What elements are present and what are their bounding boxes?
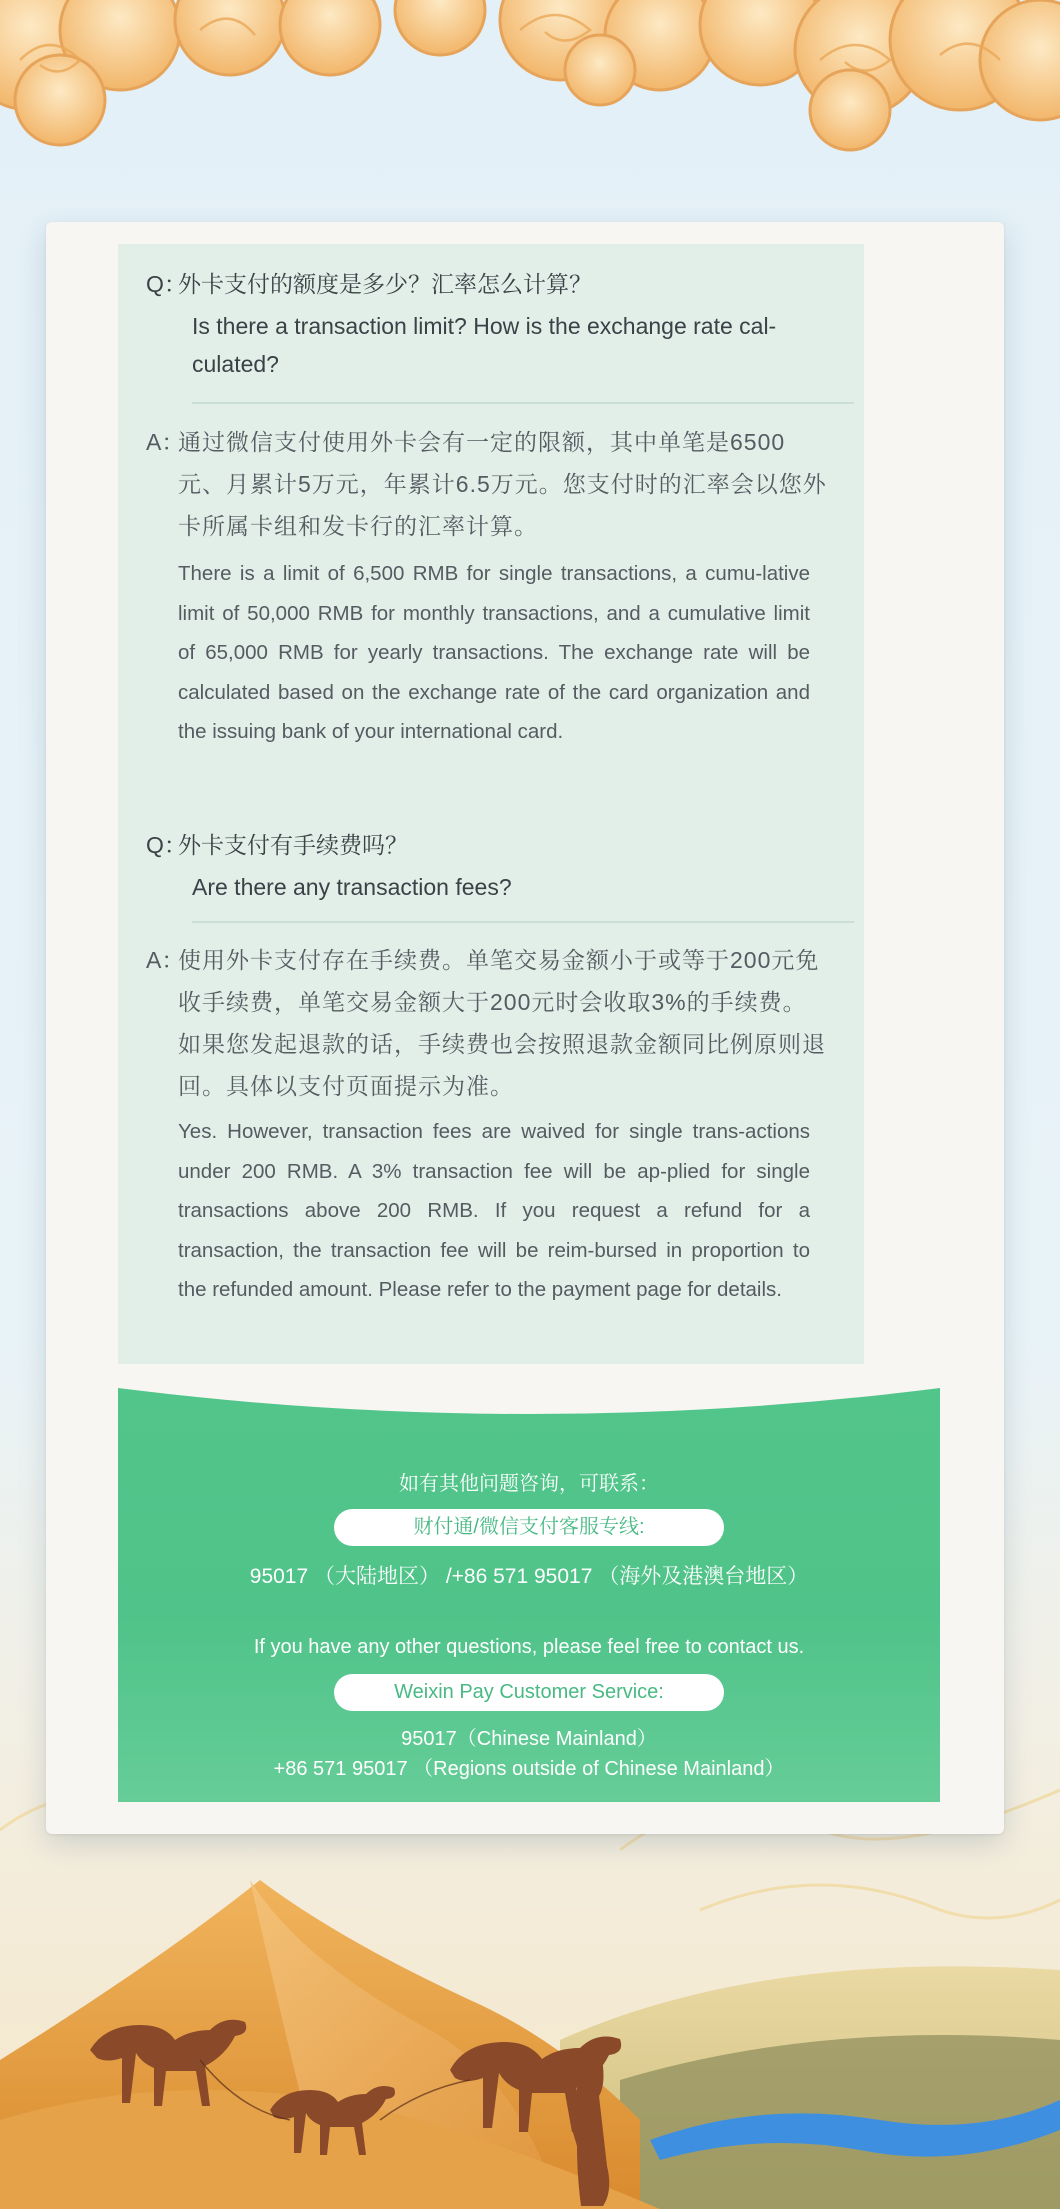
answer-zh: 使用外卡支付存在手续费。单笔交易金额小于或等于200元免收手续费，单笔交易金额大于200元时会收取3%的手续费。如果您发起退款的话，手续费也会按照退款金额同比例原则退回。具体以支付页面提示为准。 bbox=[178, 947, 826, 1099]
answer-tag: A： bbox=[146, 429, 185, 455]
contact-numbers-zh: 95017 （大陆地区） /+86 571 95017 （海外及港澳台地区） bbox=[249, 1565, 809, 1588]
faq-question-1 bbox=[146, 265, 846, 385]
service-hotline-label-zh: 财付通/微信支付客服专线: bbox=[334, 1509, 724, 1546]
contact-intro-zh: 如有其他问题咨询，可联系： bbox=[399, 1473, 659, 1495]
question-tag: Q： bbox=[146, 271, 187, 297]
card-arc-decoration bbox=[118, 1382, 940, 1432]
answer-zh: 通过微信支付使用外卡会有一定的限额，其中单笔是6500元、月累计5万元，年累计6.5万元。您支付时的汇率会以您外卡所属卡组和发卡行的汇率计算。 bbox=[178, 429, 827, 539]
contact-number-overseas: +86 571 95017 （Regions outside of Chinese Mainland） bbox=[273, 1758, 785, 1780]
question-zh: 外卡支付有手续费吗？ bbox=[178, 832, 408, 858]
cloud-banner-illustration bbox=[0, 0, 1060, 160]
faq-question-2 bbox=[146, 826, 846, 906]
faq-divider bbox=[192, 921, 854, 923]
answer-tag: A： bbox=[146, 947, 185, 973]
answer-en: Yes. However, transaction fees are waived for single trans-actions under 200 RMB. A 3% transaction fee will be ap-plied for single transactions above 200 RMB. If you request a refund for a transaction, the transaction fee will be reim-bursed in proportion to the refunded amount. Please refer to the payment page for details. bbox=[178, 1120, 810, 1301]
question-tag: Q： bbox=[146, 832, 187, 858]
contact-intro-en: If you have any other questions, please feel free to contact us. bbox=[253, 1636, 805, 1658]
service-hotline-label-en: Weixin Pay Customer Service: bbox=[334, 1674, 724, 1711]
faq-answer-1 bbox=[146, 421, 906, 791]
faq-answer-2 bbox=[146, 939, 906, 1359]
question-zh: 外卡支付的额度是多少？汇率怎么计算？ bbox=[178, 271, 592, 297]
contact-number-mainland: 95017（Chinese Mainland） bbox=[401, 1728, 657, 1750]
contact-card bbox=[118, 1382, 940, 1802]
question-en: Is there a transaction limit? How is the exchange rate cal-culated? bbox=[192, 313, 777, 377]
answer-en: There is a limit of 6,500 RMB for single transactions, a cumu-lative limit of 50,000 RMB for monthly transactions, and a cumulative limit of 65,000 RMB for yearly transactions. The exchange rate will be calculated based on the exchange rate of the card organization and the issuing bank of your international card. bbox=[178, 562, 810, 743]
faq-paper-card bbox=[46, 222, 1004, 1834]
faq-divider bbox=[192, 402, 854, 404]
question-en: Are there any transaction fees? bbox=[192, 874, 512, 900]
